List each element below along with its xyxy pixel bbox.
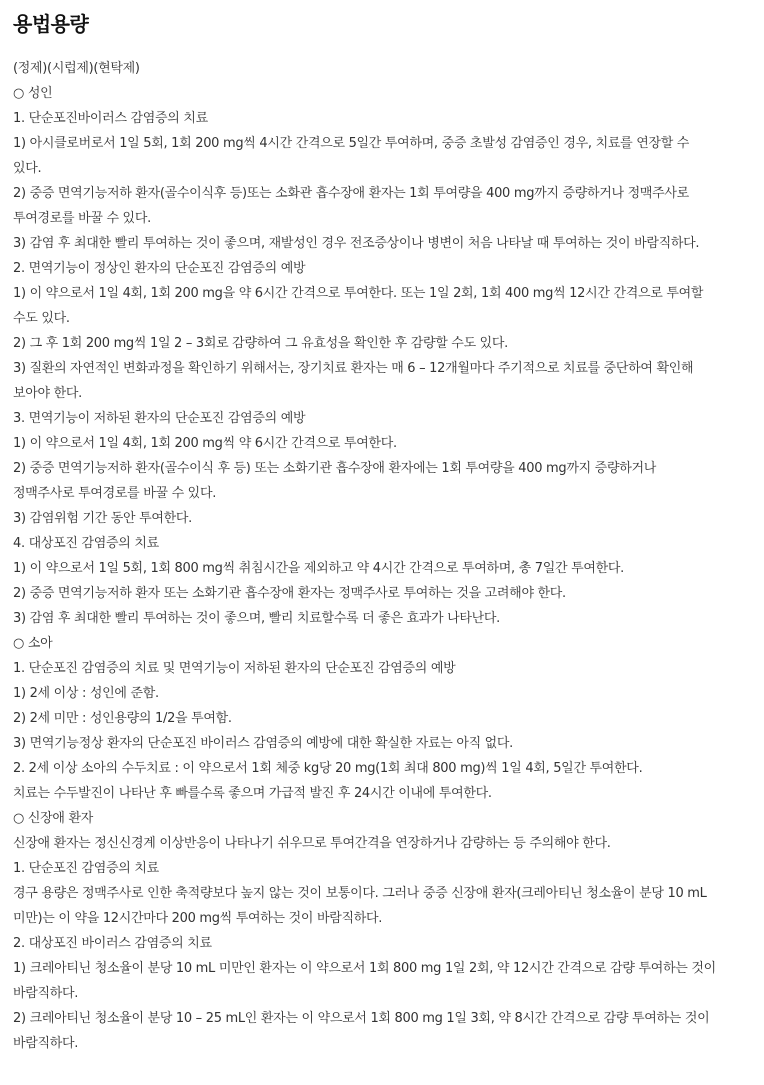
dosage-line: 3) 감염 후 최대한 빨리 투여하는 것이 좋으며, 재발성인 경우 전조증상이나 병변이 처음 나타날 때 투여하는 것이 바람직하다. <box>13 236 700 251</box>
dosage-line: ○ 신장애 환자 <box>13 811 93 826</box>
dosage-line: 2) 중증 면역기능저하 환자 또는 소화기관 흡수장애 환자는 정맥주사로 투여하는 것을 고려해야 한다. <box>13 586 566 601</box>
dosage-line: 2) 크레아티닌 청소율이 분당 10 – 25 mL인 환자는 이 약으로서 1회 800 mg 1일 3회, 약 8시간 간격으로 감량 투여하는 것이 바람직하다. <box>13 1011 710 1051</box>
dosage-line: 3) 질환의 자연적인 변화과정을 확인하기 위해서는, 장기치료 환자는 매 6 – 12개월마다 주기적으로 치료를 중단하여 확인해 보아야 한다. <box>13 361 694 401</box>
dosage-line: 1. 단순포진 감염증의 치료 및 면역기능이 저하된 환자의 단순포진 감염증의 예방 <box>13 661 456 676</box>
dosage-line: 2) 2세 미만 : 성인용량의 1/2을 투여함. <box>13 711 232 726</box>
dosage-line: 4. 대상포진 감염증의 치료 <box>13 536 159 551</box>
dosage-line: 1) 이 약으로서 1일 4회, 1회 200 mg씩 약 6시간 간격으로 투여한다. <box>13 436 397 451</box>
dosage-line: ○ 성인 <box>13 86 53 101</box>
dosage-line: 1) 이 약으로서 1일 4회, 1회 200 mg을 약 6시간 간격으로 투여한다. 또는 1일 2회, 1회 400 mg씩 12시간 간격으로 투여할 수도 있다. <box>13 286 704 326</box>
section-title: 용법용량 <box>13 12 89 36</box>
dosage-line: ○ 소아 <box>13 636 53 651</box>
dosage-line: 1) 이 약으로서 1일 5회, 1회 800 mg씩 취침시간을 제외하고 약 4시간 간격으로 투여하며, 총 7일간 투여한다. <box>13 561 624 576</box>
dosage-line: 치료는 수두발진이 나타난 후 빠를수록 좋으며 가급적 발진 후 24시간 이내에 투여한다. <box>13 786 492 801</box>
dosage-line: 2) 중증 면역기능저하 환자(골수이식후 등)또는 소화관 흡수장애 환자는 1회 투여량을 400 mg까지 증량하거나 정맥주사로 투여경로를 바꿀 수 있다. <box>13 186 689 226</box>
dosage-line: 1) 아시클로버로서 1일 5회, 1회 200 mg씩 4시간 간격으로 5일간 투여하며, 중증 초발성 감염증인 경우, 치료를 연장할 수 있다. <box>13 136 690 176</box>
dosage-line: 3) 감염 후 최대한 빨리 투여하는 것이 좋으며, 빨리 치료할수록 더 좋은 효과가 나타난다. <box>13 611 501 626</box>
dosage-line: 경구 용량은 정맥주사로 인한 축적량보다 높지 않는 것이 보통이다. 그러나 중증 신장애 환자(크레아티닌 청소율이 분당 10 mL 미만)는 이 약을 12시간마다 200 mg씩 투여하는 것이 바람직하다. <box>13 886 707 926</box>
dosage-line: (정제)(시럽제)(현탁제) <box>13 61 140 76</box>
dosage-line: 2) 중증 면역기능저하 환자(골수이식 후 등) 또는 소화기관 흡수장애 환자에는 1회 투여량을 400 mg까지 증량하거나 정맥주사로 투여경로를 바꿀 수 있다. <box>13 461 656 501</box>
dosage-line: 1) 2세 이상 : 성인에 준함. <box>13 686 159 701</box>
dosage-line: 2. 2세 이상 소아의 수두치료 : 이 약으로서 1회 체중 kg당 20 mg(1회 최대 800 mg)씩 1일 4회, 5일간 투여한다. <box>13 761 643 776</box>
dosage-line: 2. 면역기능이 정상인 환자의 단순포진 감염증의 예방 <box>13 261 306 276</box>
dosage-line: 1. 단순포진바이러스 감염증의 치료 <box>13 111 208 126</box>
dosage-line: 3. 면역기능이 저하된 환자의 단순포진 감염증의 예방 <box>13 411 306 426</box>
dosage-line: 2) 그 후 1회 200 mg씩 1일 2 – 3회로 감량하여 그 유효성을 확인한 후 감량할 수도 있다. <box>13 336 509 351</box>
dosage-content <box>13 56 721 1056</box>
dosage-line: 3) 감염위험 기간 동안 투여한다. <box>13 511 193 526</box>
dosage-line: 2. 대상포진 바이러스 감염증의 치료 <box>13 936 212 951</box>
dosage-line: 1. 단순포진 감염증의 치료 <box>13 861 159 876</box>
dosage-line: 신장애 환자는 정신신경계 이상반응이 나타나기 쉬우므로 투여간격을 연장하거나 감량하는 등 주의해야 한다. <box>13 836 611 851</box>
dosage-line: 1) 크레아티닌 청소율이 분당 10 mL 미만인 환자는 이 약으로서 1회 800 mg 1일 2회, 약 12시간 간격으로 감량 투여하는 것이 바람직하다. <box>13 961 716 1001</box>
dosage-line: 3) 면역기능정상 환자의 단순포진 바이러스 감염증의 예방에 대한 확실한 자료는 아직 없다. <box>13 736 514 751</box>
